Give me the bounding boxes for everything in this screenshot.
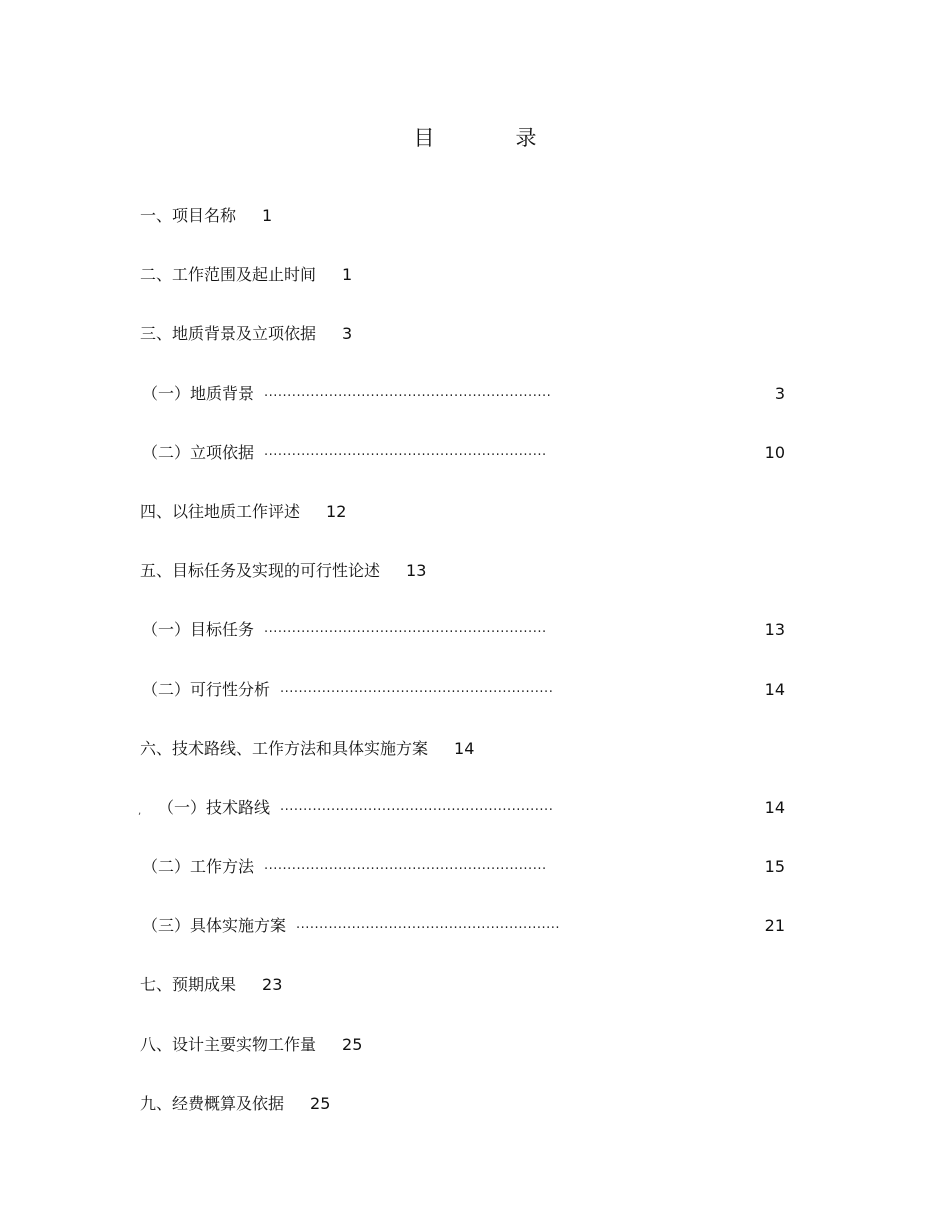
toc-entry-label: （三）具体实施方案 <box>142 916 287 936</box>
toc-entry-label: 二、工作范围及起止时间 <box>140 265 317 285</box>
dot-leader: ............................................................. <box>264 858 547 874</box>
toc-entry[interactable] <box>140 733 785 792</box>
toc-entry[interactable] <box>140 1029 785 1088</box>
toc-entry-label: （二）工作方法 <box>142 857 255 877</box>
toc-entry[interactable] <box>140 555 785 614</box>
toc-entry[interactable] <box>140 259 785 318</box>
toc-entry-label: 五、目标任务及实现的可行性论述 <box>140 561 381 581</box>
toc-entry[interactable] <box>140 437 785 496</box>
toc-entry-page-number: 3 <box>342 324 353 344</box>
toc-entry-label: （一）目标任务 <box>142 620 255 640</box>
toc-entry-page-number: 13 <box>764 620 785 640</box>
toc-entry-label: （二）可行性分析 <box>142 679 271 699</box>
dot-leader: ............................................................. <box>264 443 547 459</box>
dot-leader: ......................................................... <box>296 917 561 933</box>
toc-entry-page-number: 1 <box>262 206 273 225</box>
toc-entry[interactable] <box>140 496 785 555</box>
toc-entry-label: 四、以往地质工作评述 <box>140 501 301 521</box>
toc-entry-page-number: 23 <box>262 975 283 995</box>
toc-entry[interactable] <box>140 318 785 377</box>
toc-entry-label: （二）立项依据 <box>142 442 255 462</box>
toc-entry-page-number: 12 <box>326 501 347 521</box>
dot-leader: .............................................................. <box>264 384 552 400</box>
toc-entry-label: 九、经费概算及依据 <box>140 1093 285 1113</box>
toc-entry-label: 三、地质背景及立项依据 <box>140 324 317 344</box>
toc-entry-label: 七、预期成果 <box>140 975 237 995</box>
toc-entry[interactable] <box>140 969 785 1028</box>
toc-entry[interactable] <box>140 378 785 437</box>
toc-entry[interactable] <box>140 792 785 851</box>
toc-entry-page-number: 13 <box>406 561 427 581</box>
dot-leader: ............................................................. <box>264 621 547 637</box>
toc-title: 目 录 <box>413 126 567 150</box>
toc-entry-label: 八、设计主要实物工作量 <box>140 1034 317 1054</box>
toc-entry-page-number: 25 <box>342 1034 363 1054</box>
toc-entry-page-number: 14 <box>764 679 785 699</box>
toc-entry-page-number: 14 <box>454 738 475 758</box>
toc-entry-page-number: 14 <box>764 797 785 817</box>
toc-entry[interactable] <box>140 910 785 969</box>
toc-entry-page-number: 15 <box>764 857 785 877</box>
toc-entry-page-number: 21 <box>764 916 785 936</box>
toc-entry-page-number: 1 <box>342 265 353 285</box>
toc-entry-page-number: 3 <box>774 383 785 403</box>
toc-entry-page-number: 10 <box>764 442 785 462</box>
toc-entry-label: 一、项目名称 <box>140 206 237 225</box>
toc-entry-label: （一）技术路线 <box>158 797 271 817</box>
toc-entry[interactable] <box>140 1088 785 1147</box>
toc-entry-label: （一）地质背景 <box>142 383 255 403</box>
toc-entry[interactable] <box>140 200 785 259</box>
dot-leader: ........................................................... <box>280 680 554 696</box>
toc-entry[interactable] <box>140 674 785 733</box>
toc-entry-label: 六、技术路线、工作方法和具体实施方案 <box>140 738 429 758</box>
toc-entry-page-number: 25 <box>310 1093 331 1113</box>
toc-entry[interactable] <box>140 851 785 910</box>
toc-entry[interactable] <box>140 614 785 673</box>
toc-list <box>140 200 785 1147</box>
dot-leader: ........................................................... <box>280 798 554 814</box>
stray-mark: , <box>138 805 142 817</box>
